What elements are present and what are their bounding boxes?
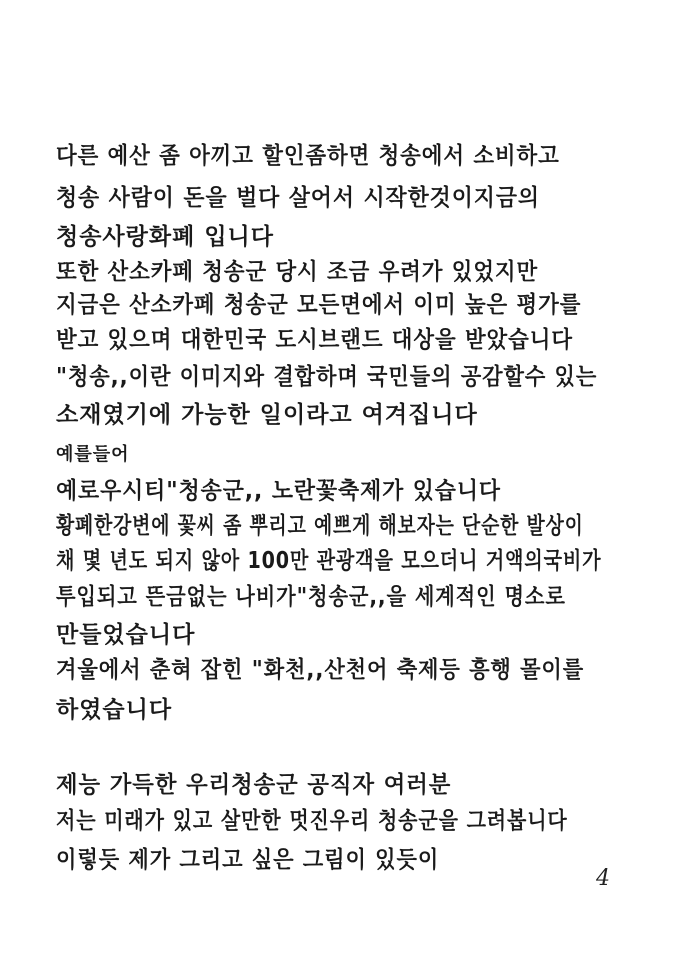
text-line-2: 청송 사람이 돈을 벌다 살어서 시작한것이지금의 <box>56 185 540 211</box>
text-line-11: 황폐한강변에 꽃씨 좀 뿌리고 예쁘게 해보자는 단순한 발상이 <box>56 513 584 539</box>
text-line-3: 청송사랑화폐 입니다 <box>56 224 274 250</box>
text-line-15: 겨울에서 춘혀 잡힌 "화천,,산천어 축제등 흥행 몰이를 <box>56 657 585 683</box>
text-line-7: "청송,,이란 이미지와 결합하며 국민들의 공감할수 있는 <box>56 364 598 390</box>
text-line-13: 투입되고 뜬금없는 나비가"청송군,,을 세계적인 명소로 <box>56 584 566 610</box>
text-line-19: 이렇듯 제가 그리고 싶은 그림이 있듯이 <box>56 847 440 873</box>
text-line-17: 제능 가득한 우리청송군 공직자 여러분 <box>56 772 452 798</box>
page-number: 4 <box>596 866 610 891</box>
text-line-10: 예로우시티"청송군,, 노란꽃축제가 있습니다 <box>56 478 501 504</box>
text-line-9: 예를들어 <box>56 444 130 465</box>
text-line-6: 받고 있으며 대한민국 도시브랜드 대상을 받았습니다 <box>56 327 573 353</box>
text-line-16: 하였습니다 <box>56 697 173 723</box>
text-line-18: 저는 미래가 있고 살만한 멋진우리 청송군을 그려봅니다 <box>56 808 568 834</box>
text-line-14: 만들었습니다 <box>56 622 196 648</box>
text-line-12: 채 몇 년도 되지 않아 100만 관광객을 모으더니 거액의국비가 <box>56 548 602 574</box>
text-line-4: 또한 산소카페 청송군 당시 조금 우려가 있었지만 <box>56 259 539 285</box>
text-line-5: 지금은 산소카페 청송군 모든면에서 이미 높은 평가를 <box>56 292 582 318</box>
text-line-8: 소재였기에 가능한 일이라고 여겨집니다 <box>56 402 478 428</box>
text-line-1: 다른 예산 좀 아끼고 할인좀하면 청송에서 소비하고 <box>56 143 560 169</box>
